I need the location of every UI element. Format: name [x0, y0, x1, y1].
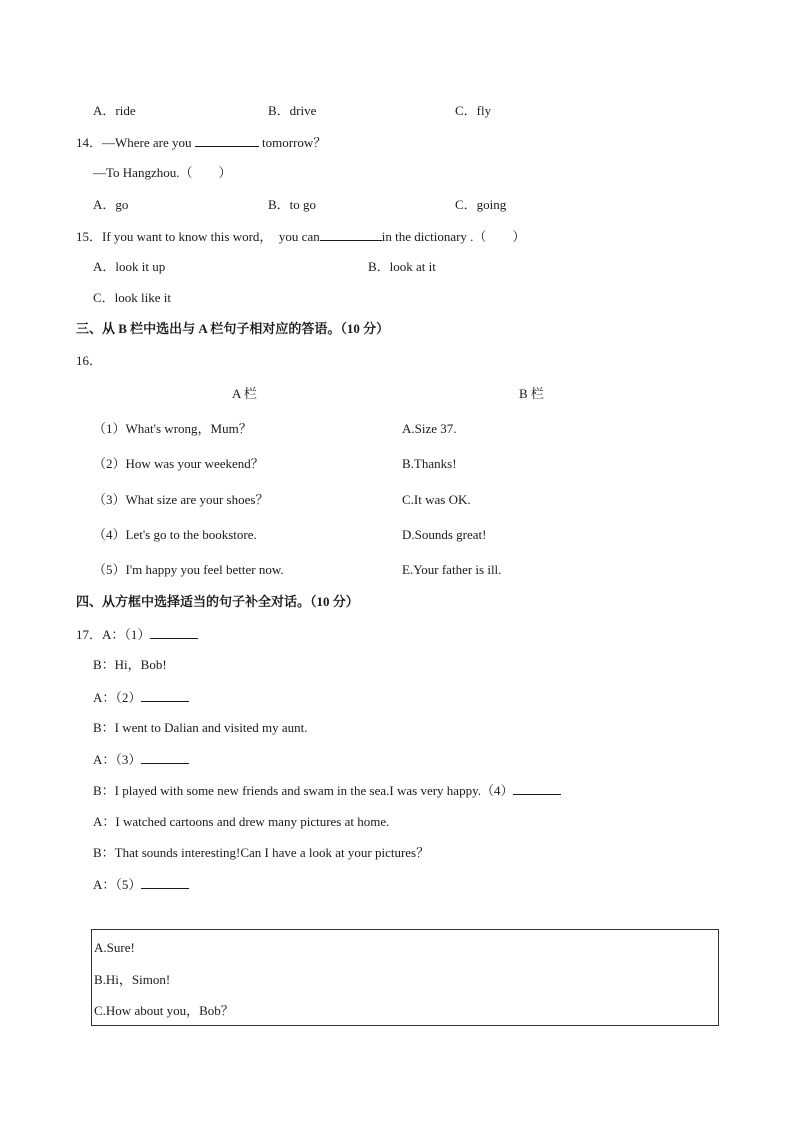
dialogue-line-6 — [93, 782, 561, 799]
section3-title: 三、从 B 栏中选出与 A 栏句子相对应的答语。（10 分） — [76, 321, 390, 336]
box-option-b: B.Hi，Simon! — [94, 972, 171, 987]
q14-stem-before: 14．—Where are you — [76, 135, 195, 150]
match-row-b-5: E.Your father is ill. — [402, 562, 502, 577]
q14-stem-after: tomorrow？ — [258, 135, 327, 150]
dialogue-blank — [141, 689, 189, 702]
q13-option-a: A．ride — [93, 103, 136, 118]
q14-option-b: B．to go — [268, 197, 317, 212]
dialogue-line-3 — [93, 689, 189, 706]
dialogue-line-4: B：I went to Dalian and visited my aunt. — [93, 720, 308, 735]
section4-title: 四、从方框中选择适当的句子补全对话。（10 分） — [76, 594, 359, 609]
dialogue-text: 17．A：（1） — [76, 627, 151, 642]
column-b-header: B 栏 — [519, 386, 544, 401]
q15-option-a: A．look it up — [93, 259, 166, 274]
match-row-a-1: （1）What's wrong，Mum？ — [93, 421, 252, 436]
match-row-b-1: A.Size 37. — [402, 421, 457, 436]
q15-option-c: C．look like it — [93, 290, 172, 305]
box-option-a: A.Sure! — [94, 940, 135, 955]
q15-answer-blank — [320, 228, 382, 241]
q14-stem — [76, 134, 326, 151]
dialogue-line-5 — [93, 751, 189, 768]
q14-option-c: C．going — [455, 197, 507, 212]
q15-stem-before: 15．If you want to know this word， you can — [76, 229, 320, 244]
match-row-a-2: （2）How was your weekend？ — [93, 456, 264, 471]
dialogue-text: A：（3） — [93, 752, 142, 767]
dialogue-line-7: A：I watched cartoons and drew many pictures at home. — [93, 814, 390, 829]
dialogue-text: A：（5） — [93, 877, 142, 892]
dialogue-blank — [141, 751, 189, 764]
dialogue-blank — [150, 626, 198, 639]
dialogue-text: B：I played with some new friends and swam in the sea.I was very happy.（4） — [93, 783, 514, 798]
match-row-b-3: C.It was OK. — [402, 492, 471, 507]
match-row-b-2: B.Thanks! — [402, 456, 457, 471]
dialogue-line-9 — [93, 876, 189, 893]
dialogue-line-8: B：That sounds interesting!Can I have a look at your pictures？ — [93, 845, 430, 860]
dialogue-line-1 — [76, 626, 198, 643]
q15-option-b: B．look at it — [368, 259, 436, 274]
q16-number: 16． — [76, 353, 103, 368]
q14-option-a: A．go — [93, 197, 129, 212]
dialogue-blank — [513, 782, 561, 795]
q15-stem-after: in the dictionary .（ ） — [381, 229, 526, 244]
box-option-c: C.How about you，Bob？ — [94, 1003, 234, 1018]
column-a-header: A 栏 — [232, 386, 257, 401]
match-row-a-4: （4）Let's go to the bookstore. — [93, 527, 257, 542]
q14-answer-blank — [195, 134, 259, 147]
match-row-a-3: （3）What size are your shoes？ — [93, 492, 269, 507]
q15-stem — [76, 228, 525, 245]
q13-option-b: B．drive — [268, 103, 317, 118]
q13-option-c: C．fly — [455, 103, 492, 118]
dialogue-text: A：（2） — [93, 690, 142, 705]
match-row-b-4: D.Sounds great! — [402, 527, 487, 542]
match-row-a-5: （5）I'm happy you feel better now. — [93, 562, 284, 577]
q14-answer-line: —To Hangzhou.（ ） — [93, 165, 232, 180]
dialogue-line-2: B：Hi，Bob! — [93, 657, 167, 672]
dialogue-blank — [141, 876, 189, 889]
